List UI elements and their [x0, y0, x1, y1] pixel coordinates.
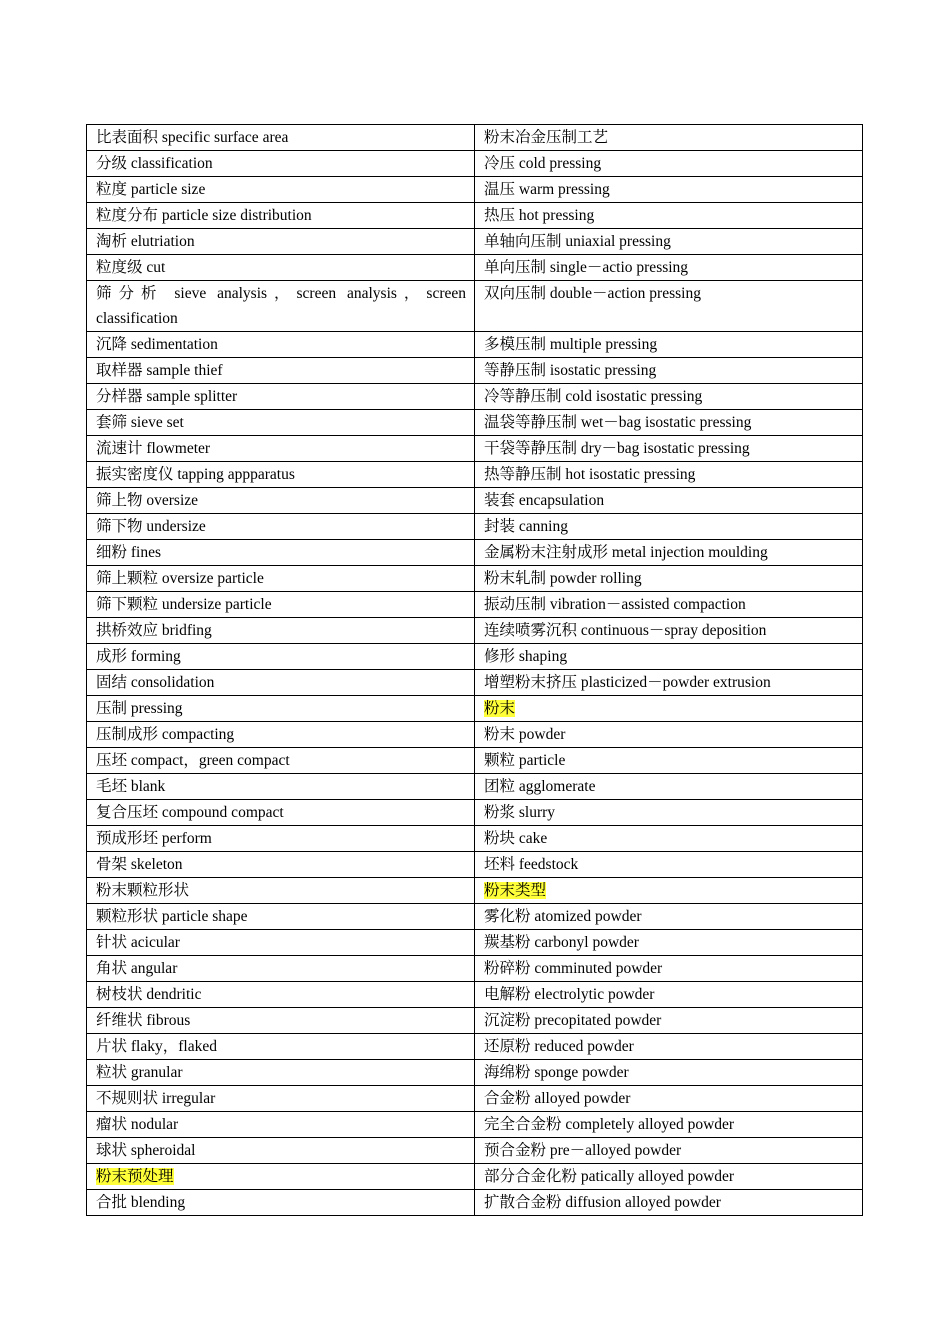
term-text: 热压 hot pressing: [484, 207, 595, 224]
table-row: [87, 1034, 863, 1060]
term-text: 干袋等静压制 dry－bag isostatic pressing: [484, 440, 750, 457]
table-row: [87, 125, 863, 151]
term-text: 团粒 agglomerate: [484, 778, 596, 795]
term-text: 比表面积 specific surface area: [96, 129, 289, 146]
table-cell-left: [87, 410, 475, 436]
table-row: [87, 462, 863, 488]
table-row: [87, 177, 863, 203]
highlighted-term: 粉末类型: [484, 882, 547, 899]
table-cell-left: [87, 696, 475, 722]
table-cell-left: [87, 1060, 475, 1086]
table-cell-right: [475, 436, 863, 462]
table-row: [87, 592, 863, 618]
table-cell-left: [87, 748, 475, 774]
term-text: 片状 flaky，flaked: [96, 1038, 217, 1055]
term-text: 压坯 compact，green compact: [96, 752, 290, 769]
term-text: 复合压坯 compound compact: [96, 804, 284, 821]
term-text: 筛上颗粒 oversize particle: [96, 570, 264, 587]
table-cell-right: [475, 203, 863, 229]
table-cell-left: [87, 488, 475, 514]
term-text: 温袋等静压制 wet－bag isostatic pressing: [484, 414, 752, 431]
table-row: [87, 852, 863, 878]
term-text: 分级 classification: [96, 155, 213, 172]
table-row: [87, 540, 863, 566]
table-row: [87, 1112, 863, 1138]
table-cell-right: [475, 878, 863, 904]
table-cell-right: [475, 748, 863, 774]
term-text: 沉淀粉 precopitated powder: [484, 1012, 662, 1029]
table-cell-left: [87, 852, 475, 878]
term-text: 筛分析 sieve analysis，screen analysis，screen classification: [96, 285, 466, 327]
table-cell-right: [475, 696, 863, 722]
term-text: 粒度分布 particle size distribution: [96, 207, 312, 224]
term-text: 坯料 feedstock: [484, 856, 579, 873]
glossary-table-body: [87, 125, 863, 1216]
term-text: 单向压制 single－actio pressing: [484, 259, 689, 276]
term-text: 扩散合金粉 diffusion alloyed powder: [484, 1194, 721, 1211]
term-text: 筛下颗粒 undersize particle: [96, 596, 272, 613]
term-text: 预成形坯 perform: [96, 830, 212, 847]
term-text: 多模压制 multiple pressing: [484, 336, 658, 353]
table-cell-right: [475, 852, 863, 878]
term-text: 粉末 powder: [484, 726, 566, 743]
table-row: [87, 878, 863, 904]
table-cell-left: [87, 436, 475, 462]
table-cell-left: [87, 566, 475, 592]
term-text: 不规则状 irregular: [96, 1090, 216, 1107]
term-text: 合批 blending: [96, 1194, 186, 1211]
term-text: 颗粒形状 particle shape: [96, 908, 248, 925]
table-row: [87, 384, 863, 410]
table-cell-right: [475, 255, 863, 281]
highlighted-term: 粉末预处理: [96, 1168, 174, 1185]
term-text: 装套 encapsulation: [484, 492, 605, 509]
table-row: [87, 644, 863, 670]
table-cell-left: [87, 151, 475, 177]
table-cell-right: [475, 982, 863, 1008]
term-text: 粒状 granular: [96, 1064, 183, 1081]
table-cell-left: [87, 1034, 475, 1060]
term-text: 毛坯 blank: [96, 778, 166, 795]
term-text: 单轴向压制 uniaxial pressing: [484, 233, 671, 250]
term-text: 筛下物 undersize: [96, 518, 206, 535]
term-text: 修形 shaping: [484, 648, 568, 665]
term-text: 冷压 cold pressing: [484, 155, 602, 172]
table-row: [87, 696, 863, 722]
term-text: 羰基粉 carbonyl powder: [484, 934, 639, 951]
table-cell-left: [87, 670, 475, 696]
table-cell-right: [475, 177, 863, 203]
term-text: 部分合金化粉 patically alloyed powder: [484, 1168, 735, 1185]
term-text: 粉碎粉 comminuted powder: [484, 960, 663, 977]
table-cell-left: [87, 177, 475, 203]
table-cell-left: [87, 618, 475, 644]
table-row: [87, 1190, 863, 1216]
table-cell-right: [475, 1086, 863, 1112]
table-cell-left: [87, 904, 475, 930]
term-text: 骨架 skeleton: [96, 856, 183, 873]
table-cell-left: [87, 540, 475, 566]
term-text: 流速计 flowmeter: [96, 440, 211, 457]
table-cell-left: [87, 1112, 475, 1138]
table-cell-right: [475, 229, 863, 255]
table-row: [87, 255, 863, 281]
table-cell-right: [475, 1112, 863, 1138]
term-text: 封装 canning: [484, 518, 568, 535]
term-text: 分样器 sample splitter: [96, 388, 238, 405]
table-cell-right: [475, 904, 863, 930]
table-cell-right: [475, 826, 863, 852]
table-row: [87, 1008, 863, 1034]
table-row: [87, 332, 863, 358]
term-text: 等静压制 isostatic pressing: [484, 362, 657, 379]
table-row: [87, 670, 863, 696]
term-text: 粉末轧制 powder rolling: [484, 570, 642, 587]
term-text: 颗粒 particle: [484, 752, 566, 769]
table-cell-left: [87, 255, 475, 281]
term-text: 树枝状 dendritic: [96, 986, 202, 1003]
table-cell-left: [87, 1008, 475, 1034]
term-text: 固结 consolidation: [96, 674, 215, 691]
term-text: 电解粉 electrolytic powder: [484, 986, 655, 1003]
table-row: [87, 229, 863, 255]
table-cell-right: [475, 1034, 863, 1060]
table-row: [87, 281, 863, 332]
table-cell-left: [87, 462, 475, 488]
table-row: [87, 566, 863, 592]
table-cell-right: [475, 774, 863, 800]
table-cell-right: [475, 618, 863, 644]
term-text: 粉块 cake: [484, 830, 548, 847]
term-text: 增塑粉末挤压 plasticized－powder extrusion: [484, 674, 771, 691]
table-cell-right: [475, 644, 863, 670]
table-cell-right: [475, 722, 863, 748]
table-cell-left: [87, 203, 475, 229]
glossary-table: [86, 124, 863, 1216]
table-cell-left: [87, 930, 475, 956]
table-cell-right: [475, 281, 863, 332]
term-text: 预合金粉 pre－alloyed powder: [484, 1142, 682, 1159]
table-row: [87, 982, 863, 1008]
table-cell-right: [475, 566, 863, 592]
table-cell-right: [475, 1060, 863, 1086]
table-cell-right: [475, 462, 863, 488]
table-row: [87, 904, 863, 930]
term-text: 沉降 sedimentation: [96, 336, 218, 353]
term-text: 角状 angular: [96, 960, 178, 977]
term-text: 瘤状 nodular: [96, 1116, 179, 1133]
table-row: [87, 203, 863, 229]
table-cell-left: [87, 644, 475, 670]
term-text: 成形 forming: [96, 648, 181, 665]
table-row: [87, 1060, 863, 1086]
table-row: [87, 436, 863, 462]
term-text: 取样器 sample thief: [96, 362, 223, 379]
table-cell-left: [87, 1138, 475, 1164]
table-cell-right: [475, 151, 863, 177]
term-text: 套筛 sieve set: [96, 414, 184, 431]
term-text: 压制成形 compacting: [96, 726, 235, 743]
table-cell-right: [475, 1138, 863, 1164]
table-cell-left: [87, 982, 475, 1008]
term-text: 筛上物 oversize: [96, 492, 199, 509]
table-cell-right: [475, 1164, 863, 1190]
table-row: [87, 826, 863, 852]
term-text: 冷等静压制 cold isostatic pressing: [484, 388, 703, 405]
table-row: [87, 151, 863, 177]
term-text: 针状 acicular: [96, 934, 180, 951]
table-cell-left: [87, 514, 475, 540]
term-text: 粒度 particle size: [96, 181, 206, 198]
table-row: [87, 748, 863, 774]
table-row: [87, 410, 863, 436]
table-row: [87, 1164, 863, 1190]
table-cell-right: [475, 956, 863, 982]
term-text: 细粉 fines: [96, 544, 162, 561]
table-cell-right: [475, 358, 863, 384]
table-cell-right: [475, 540, 863, 566]
table-cell-right: [475, 1008, 863, 1034]
term-text: 粉浆 slurry: [484, 804, 556, 821]
table-cell-right: [475, 592, 863, 618]
term-text: 拱桥效应 bridfing: [96, 622, 212, 639]
table-cell-left: [87, 826, 475, 852]
table-cell-right: [475, 332, 863, 358]
table-cell-left: [87, 774, 475, 800]
table-row: [87, 1086, 863, 1112]
table-cell-left: [87, 592, 475, 618]
table-row: [87, 722, 863, 748]
table-cell-left: [87, 878, 475, 904]
table-cell-left: [87, 956, 475, 982]
term-text: 海绵粉 sponge powder: [484, 1064, 629, 1081]
table-cell-left: [87, 722, 475, 748]
term-text: 连续喷雾沉积 continuous－spray deposition: [484, 622, 767, 639]
term-text: 雾化粉 atomized powder: [484, 908, 642, 925]
term-text: 粒度级 cut: [96, 259, 166, 276]
term-text: 热等静压制 hot isostatic pressing: [484, 466, 696, 483]
table-cell-left: [87, 1086, 475, 1112]
table-cell-left: [87, 281, 475, 332]
table-row: [87, 514, 863, 540]
term-text: 粉末颗粒形状: [96, 882, 190, 899]
term-text: 温压 warm pressing: [484, 181, 610, 198]
table-cell-right: [475, 800, 863, 826]
term-text: 淘析 elutriation: [96, 233, 195, 250]
table-cell-left: [87, 125, 475, 151]
table-row: [87, 774, 863, 800]
highlighted-term: 粉末: [484, 700, 516, 717]
table-cell-right: [475, 930, 863, 956]
term-text: 振动压制 vibration－assisted compaction: [484, 596, 746, 613]
term-text: 压制 pressing: [96, 700, 183, 717]
table-cell-left: [87, 384, 475, 410]
table-cell-left: [87, 1190, 475, 1216]
table-cell-right: [475, 410, 863, 436]
term-text: 球状 spheroidal: [96, 1142, 196, 1159]
table-cell-right: [475, 384, 863, 410]
table-cell-right: [475, 1190, 863, 1216]
table-row: [87, 1138, 863, 1164]
term-text: 纤维状 fibrous: [96, 1012, 191, 1029]
table-cell-left: [87, 1164, 475, 1190]
term-text: 合金粉 alloyed powder: [484, 1090, 631, 1107]
table-cell-left: [87, 800, 475, 826]
table-row: [87, 800, 863, 826]
table-cell-right: [475, 125, 863, 151]
table-cell-left: [87, 229, 475, 255]
table-row: [87, 618, 863, 644]
table-cell-right: [475, 488, 863, 514]
term-text: 还原粉 reduced powder: [484, 1038, 634, 1055]
table-cell-right: [475, 514, 863, 540]
table-row: [87, 956, 863, 982]
term-text: 金属粉末注射成形 metal injection moulding: [484, 544, 768, 561]
term-text: 粉末冶金压制工艺: [484, 129, 609, 146]
table-cell-left: [87, 332, 475, 358]
table-row: [87, 358, 863, 384]
table-cell-left: [87, 358, 475, 384]
table-row: [87, 488, 863, 514]
table-cell-right: [475, 670, 863, 696]
table-row: [87, 930, 863, 956]
term-text: 双向压制 double－action pressing: [484, 285, 701, 302]
term-text: 振实密度仪 tapping appparatus: [96, 466, 295, 483]
term-text: 完全合金粉 completely alloyed powder: [484, 1116, 735, 1133]
